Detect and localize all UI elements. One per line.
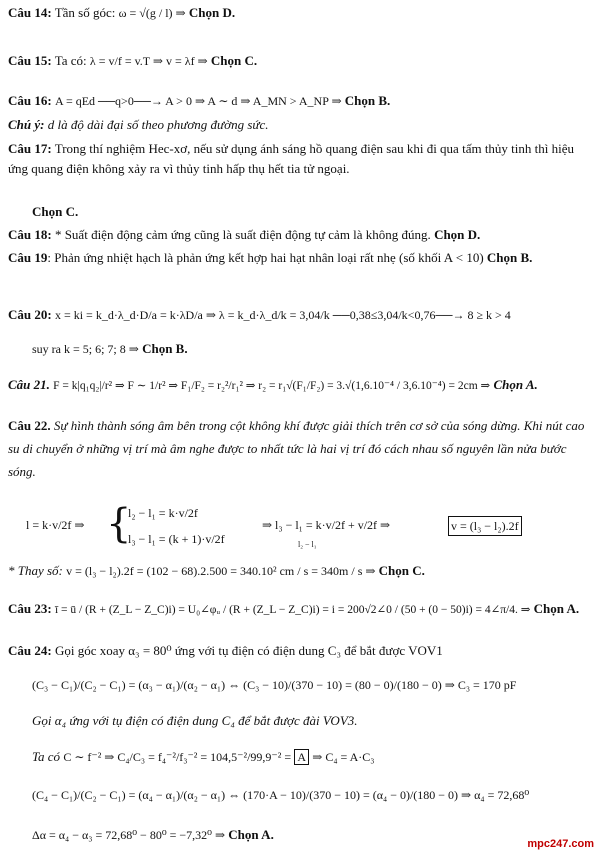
q24-line5: (C₄ − C₁)/(C₂ − C₁) = (α₄ − α₁)/(α₂ − α₁) ⇔ (170·A − 10)/(370 − 10) = (α₄ − 0)/(180 − 0) ⇒ α₄ = 72,68⁰ [32, 788, 530, 802]
q15-answer: Chọn C. [210, 53, 258, 68]
q24-line4-formula: C ∼ f⁻² ⇒ C₄/C₃ = f₄⁻²/f₃⁻² = 104,5⁻²/99,9⁻² = [63, 750, 292, 764]
q24-line4-box: A [294, 749, 309, 765]
question-18 [8, 226, 594, 244]
question-19 [8, 248, 594, 268]
q14-text: Tần số góc: [54, 5, 116, 20]
q24-line4 [8, 748, 600, 766]
q20-formula: x = ki = k_d·λ_d·D/a = k·λD/a ⇒ λ = k_d·λ_d/k = 3,04/k ──0,38≤3,04/k<0,76──→ 8 ≥ k > 4 [54, 308, 511, 322]
question-21 [8, 376, 594, 395]
q15-formula: λ = v/f = v.T ⇒ v = λf ⇒ [89, 54, 208, 68]
question-24 [8, 642, 594, 660]
q22-system [8, 501, 594, 554]
document-page [8, 0, 594, 854]
q23-formula: ī = ū / (R + (Z_L − Z_C)i) = U₀∠φᵤ / (R + (Z_L − Z_C)i) = i = 200√2∠0 / (50 + (0 − 50)i) = 4∠π/4. ⇒ [54, 604, 531, 616]
q20-answer: Chọn B. [142, 341, 188, 356]
q18-label: Câu 18: [8, 227, 52, 242]
question-15 [8, 52, 594, 70]
q22-label: Câu 22. [8, 418, 51, 433]
question-22 [8, 414, 594, 483]
q14-label: Câu 14: [8, 5, 52, 20]
q22-sys-right: ⇒ l₃ − l₁ = k·v/2f + v/2f ⇒ [262, 518, 391, 532]
q16-label: Câu 16: [8, 93, 52, 108]
note16-label: Chú ý: [8, 117, 45, 132]
q24-line4-prefix: Ta có [32, 749, 61, 764]
q18-text: * Suất điện động cảm ứng cũng là suất điện động tự cảm là không đúng. [54, 227, 431, 242]
note16-text: d là độ dài đại số theo phương đường sức. [47, 117, 269, 132]
q22-sub-formula: v = (l₃ − l₂).2f = (102 − 68).2.500 = 340.10² cm / s = 340m / s ⇒ [66, 564, 376, 578]
q21-answer: Chọn A. [493, 377, 538, 392]
q22-sys-eq1: l₂ − l₁ = k·v/2f [128, 506, 198, 520]
q14-formula: ω = √(g / l) ⇒ [118, 6, 186, 20]
q20-label: Câu 20: [8, 307, 52, 322]
q16-answer: Chọn B. [344, 93, 391, 108]
q23-answer: Chọn A. [533, 601, 580, 616]
q24-line2: (C₃ − C₁)/(C₂ − C₁) = (α₃ − α₁)/(α₂ − α₁) ⇔ (C₃ − 10)/(370 − 10) = (80 − 0)/(180 − 0) ⇒ C₃ = 170 pF [32, 678, 517, 692]
q24-answer: Chọn A. [228, 827, 274, 842]
q24-text: Gọi góc xoay α₃ = 80⁰ ứng với tụ điện có điện dung C₃ để bắt được VOV1 [54, 643, 443, 658]
q17-label: Câu 17: [8, 141, 52, 156]
q24-label: Câu 24: [8, 643, 52, 658]
footer-watermark: mpc247.com [527, 838, 594, 850]
q21-label: Câu 21. [8, 377, 50, 392]
q24-line6 [8, 826, 600, 844]
note-16 [8, 116, 594, 134]
q22-underbrace-label: l₂ − l₁ [298, 540, 317, 549]
question-20 [8, 306, 594, 324]
q24-line4-tail: ⇒ C₄ = A·C₃ [312, 750, 375, 764]
brace-icon: { [106, 501, 132, 547]
question-23 [8, 600, 594, 619]
q22-text: Sự hình thành sóng âm bên trong cột không khí được giải thích trên cơ sở của sóng dừng. Khi nút cao su di chuyển ở những vị trí mà âm nghe được to nhất tức là hai vị trí đó cách nhau số nguyên lần nửa bước sóng. [8, 418, 585, 479]
question-16 [8, 92, 594, 110]
q22-sys-eq2: l₃ − l₁ = (k + 1)·v/2f [128, 532, 225, 546]
q15-label: Câu 15: [8, 53, 52, 68]
q20-conclusion [8, 340, 600, 358]
q18-answer: Chọn D. [434, 227, 481, 242]
question-14 [8, 4, 594, 22]
q19-text: : Phản ứng nhiệt hạch là phản ứng kết hợp hai hạt nhân loại rất nhẹ (số khối A < 10) [47, 250, 484, 265]
q19-label: Câu 19 [8, 250, 48, 265]
q14-answer: Chọn D. [188, 5, 236, 20]
q20-line2: suy ra k = 5; 6; 7; 8 ⇒ [32, 342, 139, 356]
q21-formula: F = k|q₁q₂|/r² ⇒ F ∼ 1/r² ⇒ F₁/F₂ = r₂²/r₁² ⇒ r₂ = r₁√(F₁/F₂) = 3.√(1,6.10⁻⁴ / 3,6.10⁻⁴) = 2cm ⇒ [53, 380, 491, 392]
q22-answer: Chọn C. [378, 563, 425, 578]
q22-sub-label: * Thay số: [8, 563, 63, 578]
q24-line3: Gọi α₄ ứng với tụ điện có điện dung C₄ để bắt được đài VOV3. [32, 713, 358, 728]
q17-text: Trong thí nghiệm Hec-xơ, nếu sử dụng ánh sáng hồ quang điện sau khi đi qua tấm thủy tinh thì hiệu ứng quang điện không xảy ra vì thủy tinh hấp thụ hết tia tử ngoại. [8, 141, 575, 176]
q19-answer: Chọn B. [486, 250, 533, 265]
question-17 [8, 139, 594, 179]
q17-answer-line [8, 203, 600, 221]
q17-answer: Chọn C. [32, 204, 79, 219]
q23-label: Câu 23: [8, 601, 52, 616]
q22-sys-left: l = k·v/2f ⇒ [26, 518, 85, 532]
q16-formula: A = qEd ──q>0──→ A > 0 ⇒ A ∼ d ⇒ A_MN > A_NP ⇒ [54, 94, 342, 108]
q22-substitution [8, 562, 594, 580]
q22-result-box: v = (l₃ − l₂).2f [448, 516, 522, 536]
q24-line6-formula: Δα = α₄ − α₃ = 72,68⁰ − 80⁰ = −7,32⁰ ⇒ [32, 828, 226, 842]
q15-text: Ta có: [54, 53, 87, 68]
